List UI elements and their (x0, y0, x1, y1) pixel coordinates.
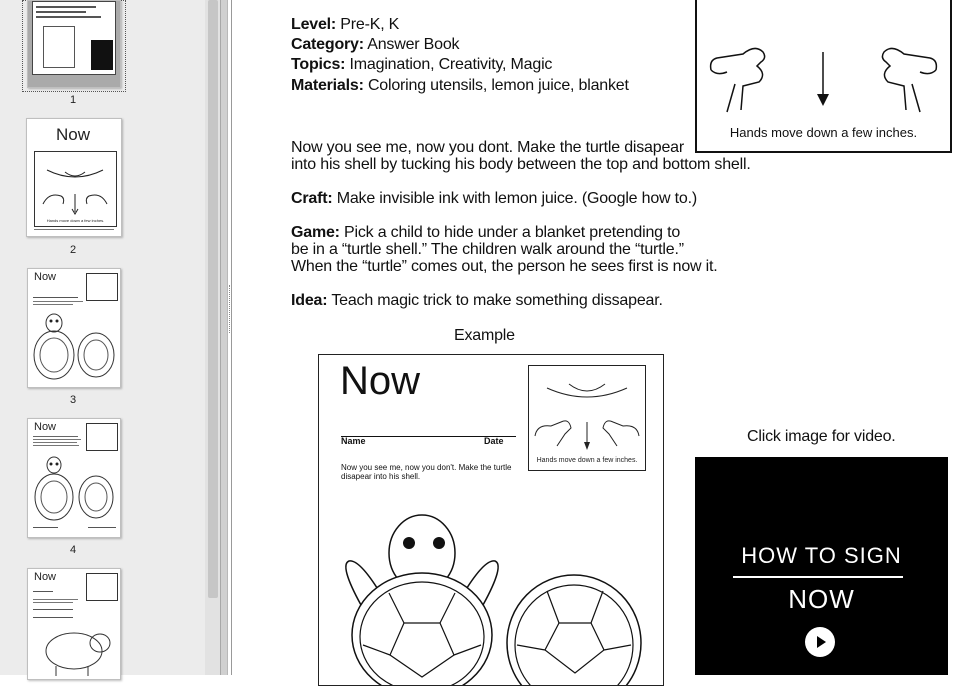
intro-line-2: into his shell by tucking his body between the top and bottom shell. (291, 156, 751, 173)
thumbnail-title: Now (56, 125, 91, 144)
game-line-3: When the “turtle” comes out, the person he sees first is now it. (291, 258, 718, 275)
game-line-2: be in a “turtle shell.” The children walk around the “turtle.” (291, 241, 684, 258)
thumbnail-page-1-content (32, 1, 116, 75)
worksheet-sign-illustration (528, 365, 646, 471)
worksheet-instruction-2: disapear into his shell. (341, 472, 421, 481)
page-thumbnail-5[interactable] (27, 568, 121, 680)
worksheet-turtle-drawing (319, 505, 663, 685)
video-prompt: Click image for video. (747, 428, 896, 445)
sign-illustration (695, 0, 952, 153)
page-thumbnail-3[interactable] (27, 268, 121, 388)
craft-line: Craft: Make invisible ink with lemon juice. (Google how to.) (291, 190, 697, 207)
topics-line: Topics: Imagination, Creativity, Magic (291, 56, 553, 73)
worksheet-date-label: Date (484, 436, 504, 446)
game-line-1: Game: Pick a child to hide under a blanket pretending to (291, 224, 681, 241)
page-thumbnail-2[interactable] (26, 118, 122, 237)
level-line: Level: Pre-K, K (291, 16, 400, 33)
page-number-3: 3 (69, 394, 77, 406)
video-title-line-1: HOW TO SIGN (741, 543, 902, 568)
thumbnail-sign-illustration (86, 273, 118, 301)
sidebar-scrollbar-thumb[interactable] (208, 0, 218, 598)
thumbnail-title: Now (34, 271, 57, 283)
page-number-2: 2 (69, 244, 77, 256)
thumbnail-sign-illustration (34, 151, 117, 227)
worksheet-title: Now (340, 359, 421, 403)
intro-line-1: Now you see me, now you dont. Make the turtle disapear (291, 139, 684, 156)
sign-caption: Hands move down a few inches. (729, 125, 918, 140)
thumbnail-sign-illustration (86, 573, 118, 601)
page-thumbnail-4[interactable] (27, 418, 121, 538)
thumbnail-video-block (91, 40, 113, 70)
page-number-4: 4 (69, 544, 77, 556)
video-title-divider (733, 576, 903, 578)
page-thumbnails-panel (0, 0, 205, 675)
worksheet-instruction-1: Now you see me, now you don't. Make the turtle (341, 463, 512, 472)
thumbnail-title: Now (34, 571, 57, 583)
page-thumbnail-1[interactable] (27, 0, 121, 88)
video-title-line-2: NOW (788, 584, 855, 614)
thumbnail-pig-drawing (36, 621, 116, 676)
category-line: Category: Answer Book (291, 36, 460, 53)
worksheet-name-label: Name (341, 436, 366, 446)
panel-splitter[interactable] (220, 0, 228, 675)
example-label: Example (454, 327, 515, 344)
materials-line: Materials: Coloring utensils, lemon juice, blanket (291, 77, 629, 94)
example-worksheet[interactable] (318, 354, 664, 686)
thumbnail-caption: Hands move down a few inches. (46, 218, 105, 223)
worksheet-sign-caption: Hands move down a few inches. (536, 457, 638, 464)
page-number-1: 1 (69, 94, 77, 106)
thumbnail-title: Now (34, 421, 57, 433)
thumbnail-sign-illustration (86, 423, 118, 451)
play-icon[interactable] (805, 627, 835, 657)
idea-line: Idea: Teach magic trick to make something dissapear. (291, 292, 663, 309)
thumbnail-turtle-drawing (32, 455, 118, 525)
thumbnail-turtle-drawing (32, 309, 118, 381)
how-to-sign-video-thumbnail[interactable] (695, 457, 948, 675)
